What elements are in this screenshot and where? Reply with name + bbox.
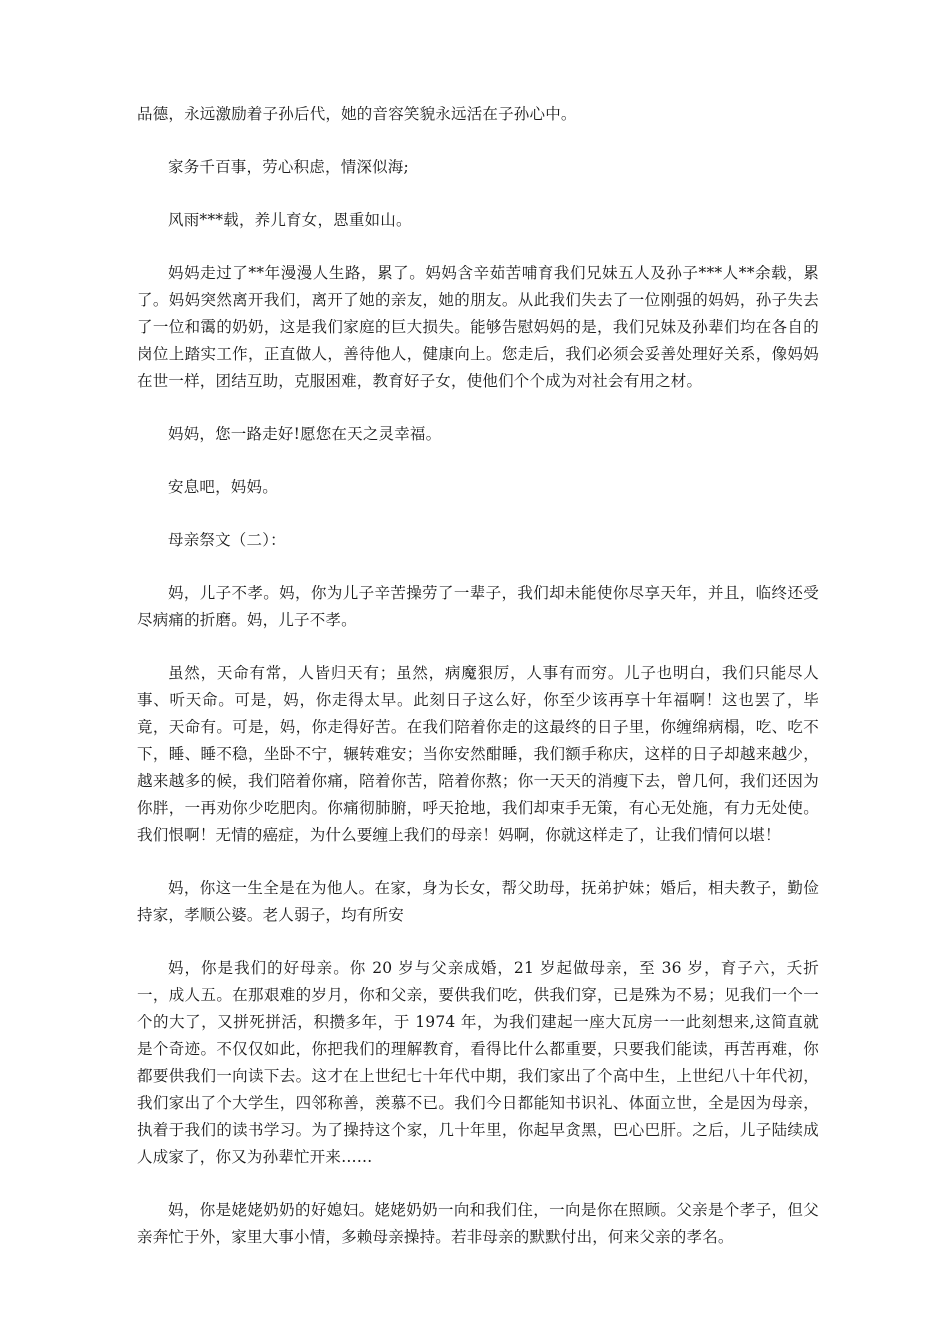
- paragraph: 家务千百事，劳心积虑，情深似海;: [168, 158, 409, 176]
- document-body: [137, 101, 819, 1277]
- paragraph: 妈妈走过了**年漫漫人生路，累了。妈妈含辛茹苦哺育我们兄妹五人及孙子***人**余载，累了。妈妈突然离开我们，离开了她的亲友，她的朋友。从此我们失去了一位刚强的妈妈，孙子失去了一位和霭的奶奶，这是我们家庭的巨大损失。能够告慰妈妈的是，我们兄妹及孙辈们均在各自的岗位上踏实工作，正直做人，善待他人，健康向上。您走后，我们必须会妥善处理好关系，像妈妈在世一样，团结互助，克服困难，教育好子女，使他们个个成为对社会有用之材。: [137, 264, 819, 390]
- paragraph: 妈，你是我们的好母亲。你 20 岁与父亲成婚，21 岁起做母亲，至 36 岁，育子六，夭折一，成人五。在那艰难的岁月，你和父亲，要供我们吃，供我们穿，已是殊为不易；见我们一个一个的大了，又拼死拼活，积攒多年，于 1974 年，为我们建起一座大瓦房一一此刻想来,这简直就是个奇迹。不仅仅如此，你把我们的理解教育，看得比什么都重要，只要我们能读，再苦再难，你都要供我们一向读下去。这才在上世纪七十年代中期，我们家出了个高中生，上世纪八十年代初，我们家出了个大学生，四邻称善，羡慕不已。我们今日都能知书识礼、体面立世，全是因为母亲，执着于我们的读书学习。为了操持这个家，几十年里，你起早贪黑，巴心巴肝。之后，儿子陆续成人成家了，你又为孙辈忙开来……: [137, 959, 819, 1166]
- paragraph: 虽然，天命有常，人皆归天有；虽然，病魔狠厉，人事有而穷。儿子也明白，我们只能尽人事、听天命。可是，妈，你走得太早。此刻日子这么好，你至少该再享十年福啊！这也罢了，毕竟，天命有。可是，妈，你走得好苦。在我们陪着你走的这最终的日子里，你缠绵病榻，吃、吃不下，睡、睡不稳，坐卧不宁，辗转难安；当你安然酣睡，我们额手称庆，这样的日子却越来越少，越来越多的候，我们陪着你痛，陪着你苦，陪着你熬；你一天天的消瘦下去，曾几何，我们还因为你胖，一再劝你少吃肥肉。你痛彻肺腑，呼天抢地，我们却束手无策，有心无处施，有力无处使。我们恨啊！无情的癌症，为什么要缠上我们的母亲！妈啊，你就这样走了，让我们情何以堪！: [137, 664, 819, 844]
- section-heading: 母亲祭文（二）：: [168, 531, 286, 549]
- paragraph: 风雨***载，养儿育女，恩重如山。: [168, 211, 412, 229]
- paragraph: 妈，你这一生全是在为他人。在家，身为长女，帮父助母，抚弟护妹；婚后，相夫教子，勤俭持家，孝顺公婆。老人弱子，均有所安: [137, 879, 819, 924]
- paragraph: 安息吧，妈妈。: [168, 478, 278, 496]
- paragraph: 品德，永远激励着子孙后代，她的音容笑貌永远活在子孙心中。: [137, 105, 577, 123]
- paragraph: 妈，儿子不孝。妈，你为儿子辛苦操劳了一辈子，我们却未能使你尽享天年，并且，临终还受尽病痛的折磨。妈，儿子不孝。: [137, 584, 819, 629]
- paragraph: 妈妈，您一路走好!愿您在天之灵幸福。: [168, 425, 442, 443]
- paragraph: 妈，你是姥姥奶奶的好媳妇。姥姥奶奶一向和我们住，一向是你在照顾。父亲是个孝子，但父亲奔忙于外，家里大事小情，多赖母亲操持。若非母亲的默默付出，何来父亲的孝名。: [137, 1201, 819, 1246]
